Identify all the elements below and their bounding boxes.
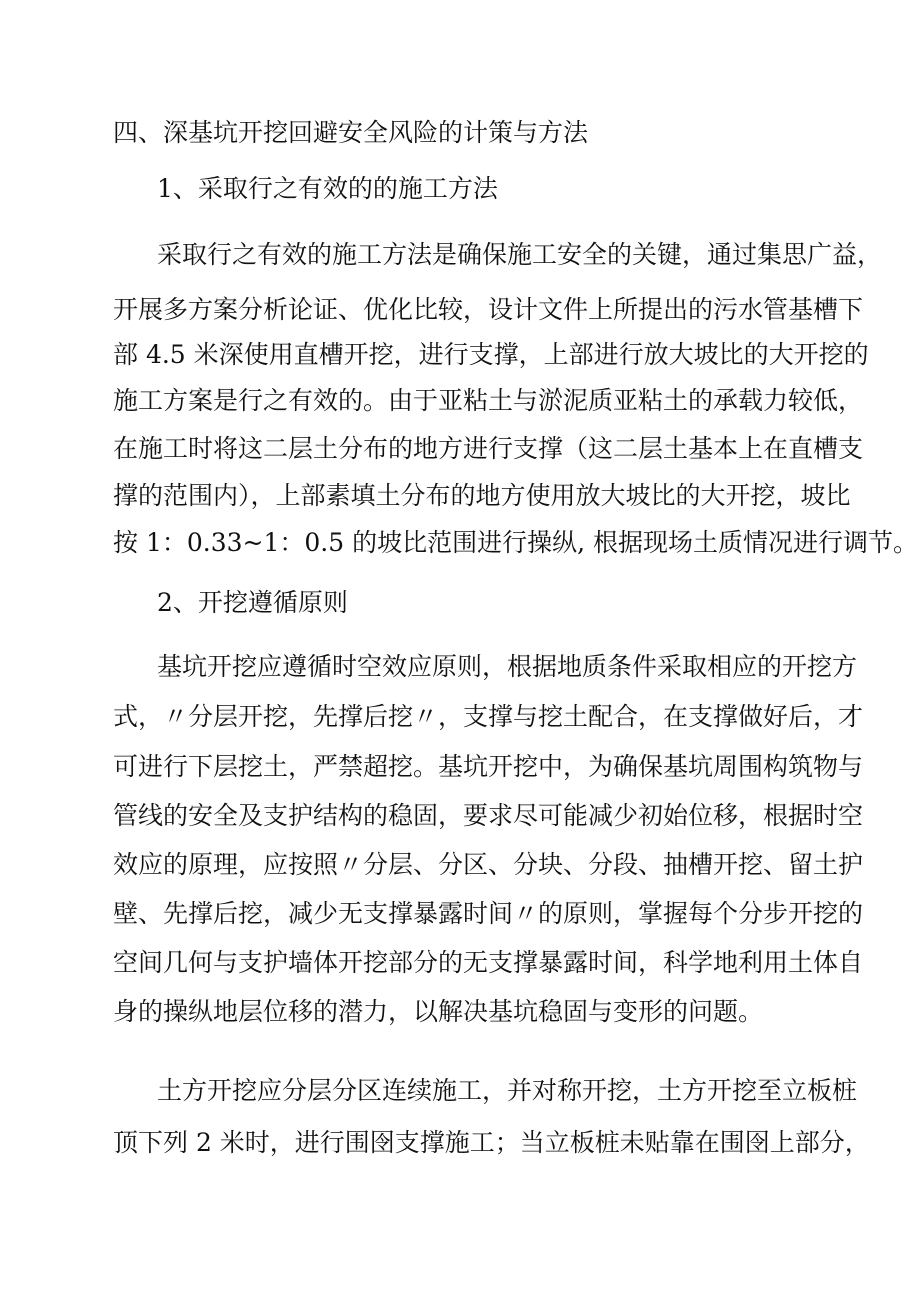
paragraph-line: 壁、先撑后挖，减少无支撑暴露时间〃的原则，掌握每个分步开挖的 bbox=[113, 899, 864, 928]
paragraph-line: 身的操纵地层位移的潜力，以解决基坑稳固与变形的问题。 bbox=[113, 997, 764, 1026]
subsection-heading-2: 2、开挖遵循原则 bbox=[157, 588, 348, 617]
paragraph-line: 按 1：0.33~1：0.5 的坡比范围进行操纵, 根据现场土质情况进行调节。 bbox=[113, 528, 918, 557]
paragraph-line: 施工方案是行之有效的。由于亚粘土与淤泥质亚粘土的承载力较低， bbox=[113, 386, 864, 415]
paragraph-line: 开展多方案分析论证、优化比较，设计文件上所提出的污水管基槽下 bbox=[113, 295, 864, 324]
paragraph-line: 顶下列 2 米时，进行围囹支撑施工；当立板桩未贴靠在围囹上部分， bbox=[113, 1128, 870, 1157]
subsection-heading-1: 1、采取行之有效的的施工方法 bbox=[157, 174, 498, 203]
paragraph-line: 可进行下层挖土，严禁超挖。基坑开挖中，为确保基坑周围构筑物与 bbox=[113, 752, 864, 781]
paragraph-line: 土方开挖应分层分区连续施工，并对称开挖，土方开挖至立板桩 bbox=[157, 1076, 858, 1105]
paragraph-line: 管线的安全及支护结构的稳固，要求尽可能减少初始位移，根据时空 bbox=[113, 801, 864, 830]
paragraph-line: 部 4.5 米深使用直槽开挖，进行支撑，上部进行放大坡比的大开挖的 bbox=[113, 340, 869, 369]
section-heading: 四、深基坑开挖回避安全风险的计策与方法 bbox=[113, 118, 589, 147]
paragraph-line: 采取行之有效的施工方法是确保施工安全的关键，通过集思广益， bbox=[157, 240, 883, 269]
paragraph-line: 在施工时将这二层土分布的地方进行支撑（这二层土基本上在直槽支 bbox=[113, 434, 864, 463]
paragraph-line: 效应的原理，应按照〃分层、分区、分块、分段、抽槽开挖、留土护 bbox=[113, 850, 864, 879]
paragraph-line: 撑的范围内），上部素填土分布的地方使用放大坡比的大开挖，坡比 bbox=[113, 481, 851, 510]
paragraph-line: 空间几何与支护墙体开挖部分的无支撑暴露时间，科学地利用土体自 bbox=[113, 948, 864, 977]
paragraph-line: 基坑开挖应遵循时空效应原则，根据地质条件采取相应的开挖方 bbox=[157, 652, 858, 681]
paragraph-line: 式，〃分层开挖，先撑后挖〃，支撑与挖土配合，在支撑做好后，才 bbox=[113, 702, 864, 731]
